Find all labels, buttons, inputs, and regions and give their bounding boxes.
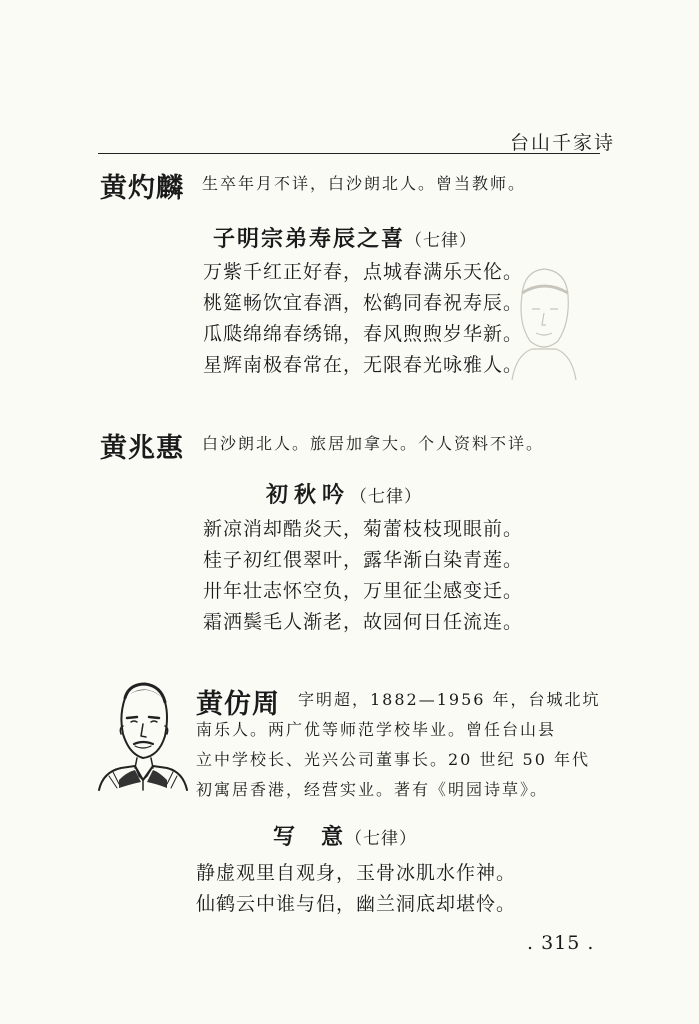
poem-title (213, 222, 477, 253)
poem-form: （七律） (345, 829, 418, 849)
poem-verse: 新凉消却酷炎天，菊蕾枝枝现眼前。 (203, 518, 524, 540)
poem-title (273, 820, 417, 851)
poem-verse: 霜洒鬓毛人渐老，故园何日任流连。 (203, 611, 524, 633)
author-bio: 生卒年月不详，白沙朗北人。曾当教师。 (202, 174, 527, 193)
author-bio-line: 字明超，1882—1956 年，台城北坑 (298, 690, 601, 709)
poem-verse: 静虚观里自观身，玉骨冰肌水作神。 (196, 862, 517, 884)
author-bio: 白沙朗北人。旅居加拿大。个人资料不详。 (202, 434, 545, 453)
header-rule (98, 153, 600, 154)
poem-title-text: 写 意 (273, 825, 346, 850)
poem-verse: 卅年壮志怀空负，万里征尘感变迁。 (203, 580, 524, 602)
poem-verse: 仙鹤云中谁与侣，幽兰洞底却堪怜。 (196, 893, 517, 915)
author-name: 黄仿周 (196, 689, 280, 720)
poem-form: （七律） (405, 231, 478, 251)
author-name: 黄灼麟 (100, 173, 184, 204)
poem-verse: 桃筵畅饮宜春酒，松鹤同春祝寿辰。 (203, 292, 524, 314)
poem-title (266, 478, 422, 509)
poem-verse: 万紫千红正好春，点城春满乐天伦。 (203, 261, 524, 283)
poem-verse: 桂子初红偎翠叶，露华渐白染青莲。 (203, 549, 524, 571)
author-bio-line: 初寓居香港，经营实业。著有《明园诗草》。 (196, 780, 549, 799)
poem-form: （七律） (350, 487, 423, 507)
author-name: 黄兆惠 (100, 433, 184, 464)
running-header-title: 台山千家诗 (510, 132, 616, 154)
author-bio-line: 立中学校长、光兴公司董事长。20 世纪 50 年代 (196, 750, 590, 769)
poem-title-text: 初秋吟 (266, 483, 351, 508)
poem-title-text: 子明宗弟寿辰之喜 (213, 227, 406, 252)
poem-verse: 瓜瓞绵绵春绣锦，春风煦煦岁华新。 (203, 323, 524, 345)
poem-verse: 星辉南极春常在，无限春光咏雅人。 (203, 354, 524, 376)
author-bio-line: 南乐人。两广优等师范学校毕业。曾任台山县 (196, 720, 557, 739)
page-number: . 315 . (527, 932, 595, 954)
bleed-through-portrait (508, 265, 580, 380)
author-portrait (97, 680, 189, 792)
